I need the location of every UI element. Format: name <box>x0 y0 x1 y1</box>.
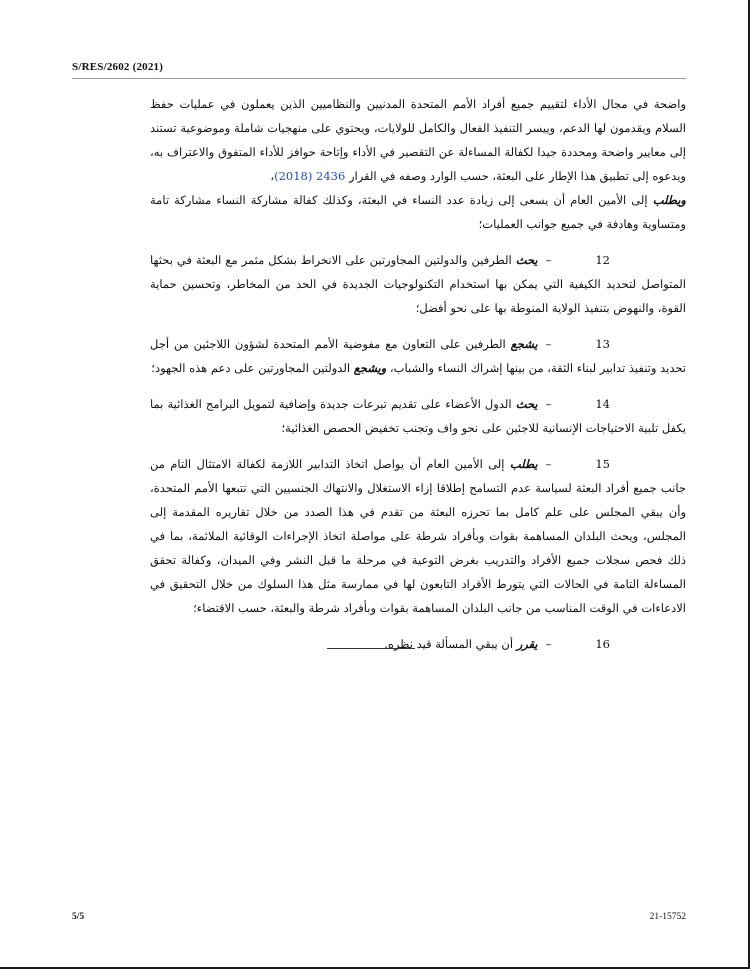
paragraph-text: الطرفين والدولتين المجاورتين على الانخراط بشكل مثمر مع البعثة في بحثها المتواصل لتحديد الكيفية التي يمكن بها استخدام التكنولوجيات الجديدة في الحد من المخاطر، وتحسين حماية القوة، والنهوض بتنفيذ الولاية المنوطة بها على نحو أفضل؛ <box>150 253 686 315</box>
intro-paragraph <box>150 92 686 236</box>
intro-punct: ، <box>270 169 275 183</box>
operative-paragraphs <box>150 248 686 656</box>
operative-word: يحث <box>515 397 538 411</box>
operative-word: ويطلب <box>652 193 686 207</box>
document-symbol: S/RES/2602 (2021) <box>72 61 164 73</box>
operative-word: يطلب <box>509 457 538 471</box>
resolution-body <box>150 92 686 668</box>
paragraph-number: 12 <box>595 253 610 267</box>
paragraph-dash: – <box>545 337 552 351</box>
operative-paragraph <box>150 332 686 380</box>
paragraph-dash: – <box>545 457 552 471</box>
paragraph-text: إلى الأمين العام أن يواصل اتخاذ التدابير اللازمة لكفالة الامتثال التام من جانب جميع أفراد البعثة لسياسة عدم التسامح إطلاقا إزاء الاستغلال والانتهاك الجنسيين التي تتبعها الأمم المتحدة، وأن يبقي المجلس على علم كامل بما تحرزه البعثة من تقدم في هذا الصدد من خلال تقاريره المقدمة إلى المجلس، ويحث البلدان المساهمة بقوات وبأفراد شرطة على مواصلة اتخاذ الإجراءات الوقائية الملائمة، بما في ذلك فحص سجلات جميع الأفراد والتدريب بغرض التوعية في مرحلة ما قبل النشر وفي الميدان، وكفالة تحقق المساءلة التامة في الحالات التي يتورط الأفراد التابعون لها في ممارسة مثل هذا السلوك من خلال التحقيق في الادعاءات في الوقت المناسب من جانب البلدان المساهمة بقوات وبأفراد شرطة والبعثة، حسب الاقتضاء؛ <box>150 457 686 615</box>
paragraph-number: 14 <box>595 397 610 411</box>
page-number: 5/5 <box>72 912 85 922</box>
paragraph-number: 16 <box>595 637 610 651</box>
operative-paragraph <box>150 248 686 320</box>
paragraph-number: 15 <box>595 457 610 471</box>
paragraph-dash: – <box>545 397 552 411</box>
operative-paragraph <box>150 392 686 440</box>
paragraph-text: الطرفين على التعاون مع مفوضية الأمم المتحدة لشؤون اللاجئين من أجل تحديد وتنفيذ تدابير لبناء الثقة، من بينها إشراك النساء والشباب، <box>150 337 686 375</box>
operative-word: يشجع <box>510 337 538 351</box>
resolution-link[interactable]: 2436 (2018) <box>274 169 346 183</box>
operative-word: يحث <box>515 253 538 267</box>
end-of-document-rule <box>327 648 415 649</box>
paragraph-number: 13 <box>595 337 610 351</box>
intro-text: واضحة في مجال الأداء لتقييم جميع أفراد الأمم المتحدة المدنيين والنظاميين الذين يعملون في عمليات حفظ السلام ويقدمون لها الدعم، وييسر التنفيذ الفعال والكامل للولايات، ويحتوي على منهجيات شاملة وموضوعية تستند إلى معايير واضحة ومحددة جيدا لكفالة المساءلة عن التقصير في الأداء وإتاحة حوافز للأداء المتفوق والاعتراف به، ويدعوه إلى تطبيق هذا الإطار على البعثة، حسب الوارد وصفه في القرار <box>150 97 686 183</box>
paragraph-text: أن يبقي المسألة قيد نظره. <box>384 637 517 651</box>
operative-word: يقرر <box>516 637 538 651</box>
paragraph-text: الدولتين المجاورتين على دعم هذه الجهود؛ <box>151 361 354 375</box>
operative-paragraph <box>150 452 686 620</box>
paragraph-dash: – <box>545 253 552 267</box>
intro-request-text: إلى الأمين العام أن يسعى إلى زيادة عدد النساء في البعثة، وكذلك كفالة مشاركة النساء مشاركة تامة ومتساوية وهادفة في جميع جوانب العمليات؛ <box>150 193 686 231</box>
operative-word: ويشجع <box>353 361 387 375</box>
paragraph-dash: – <box>545 637 552 651</box>
document-code: 21-15752 <box>649 912 686 922</box>
header-divider <box>72 78 686 79</box>
paragraph-text: الدول الأعضاء على تقديم تبرعات جديدة وإضافية لتمويل البرامج الغذائية بما يكفل تلبية الاحتياجات الإنسانية للاجئين على نحو واف وتجنب تخفيض الحصص الغذائية؛ <box>150 397 686 435</box>
operative-paragraph <box>150 632 686 656</box>
